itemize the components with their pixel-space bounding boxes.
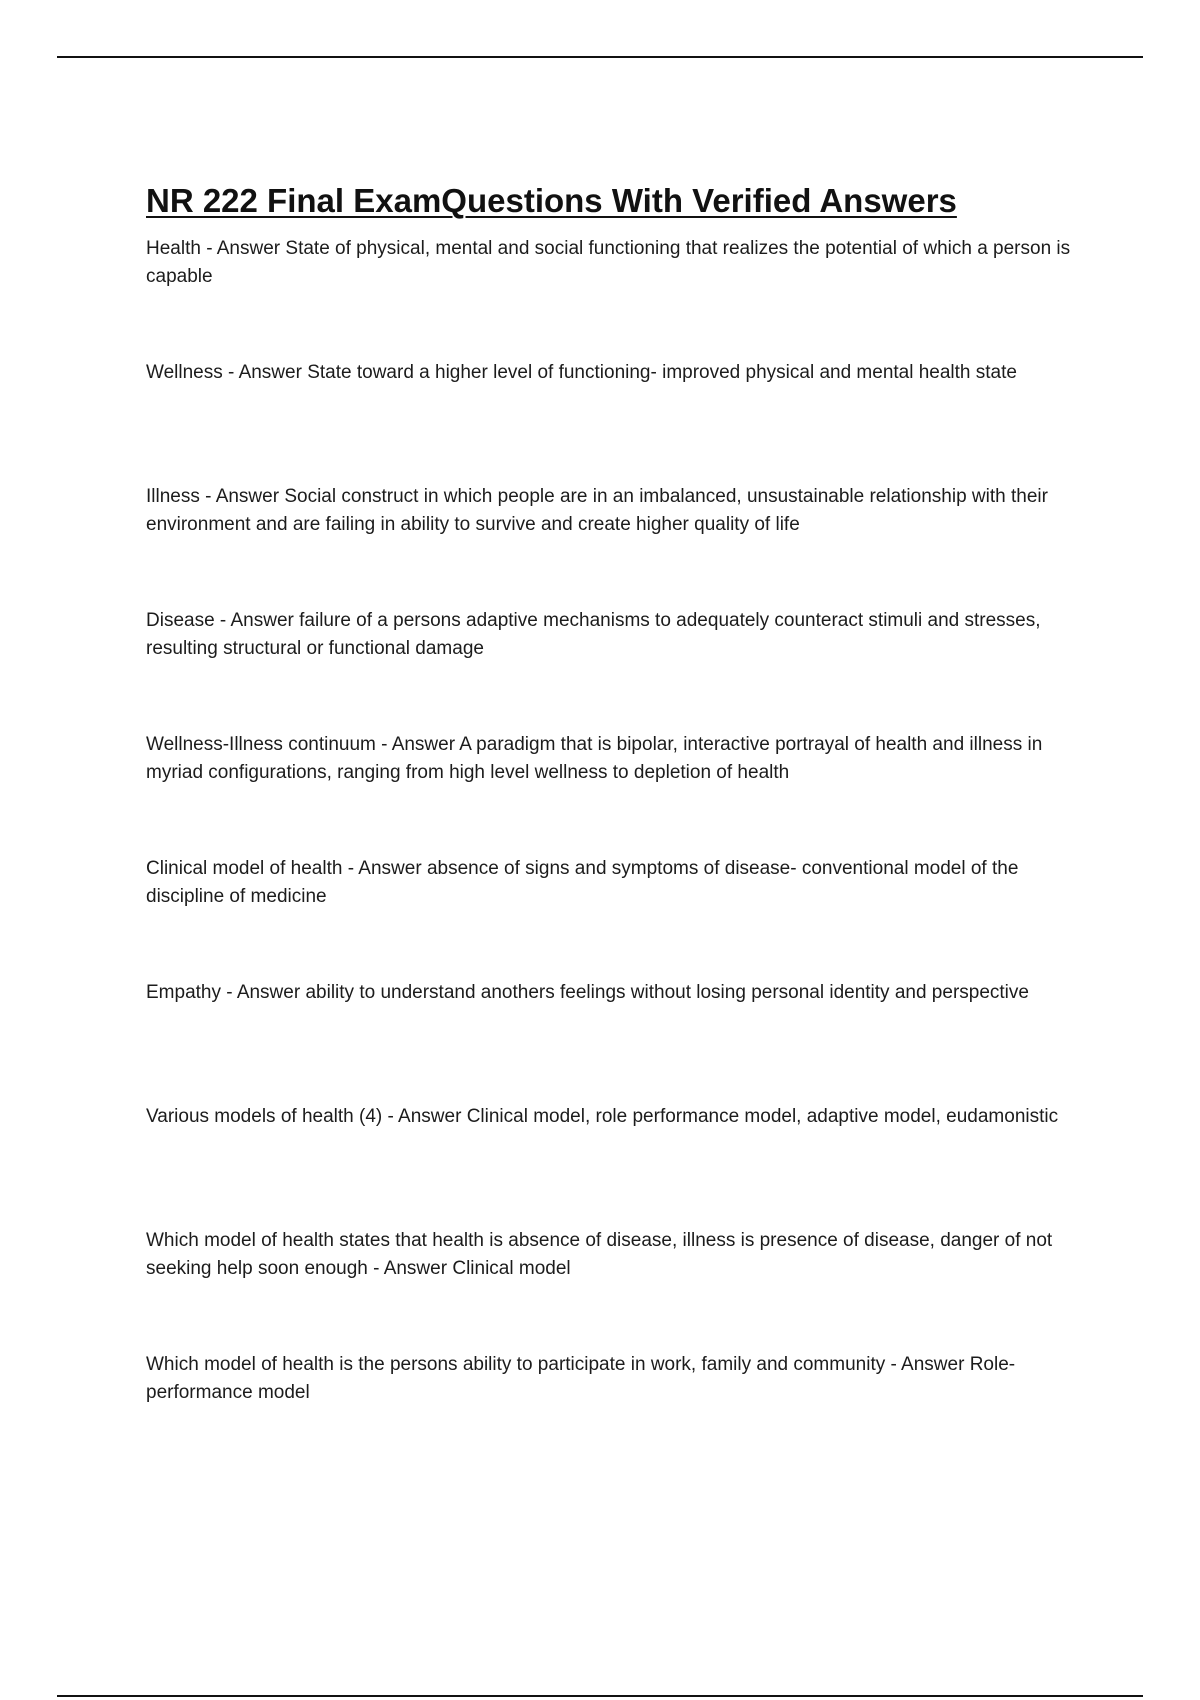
qa-answer: Clinical model <box>452 1258 571 1279</box>
qa-item <box>146 1227 1091 1283</box>
qa-term: Empathy <box>146 982 221 1003</box>
qa-separator: - Answer <box>200 238 286 259</box>
qa-answer: absence of signs and symptoms of disease- conventional model of the discipline of medicine <box>146 858 1019 907</box>
qa-answer: State toward a higher level of functioning- improved physical and mental health state <box>307 362 1017 383</box>
qa-separator: - Answer <box>220 982 306 1003</box>
qa-item <box>146 359 1091 415</box>
document-body <box>146 178 1091 1475</box>
qa-separator: - Answer <box>375 734 460 755</box>
qa-term: Which model of health is the persons ability to participate in work, family and community <box>146 1354 886 1375</box>
qa-term: Which model of health states that health is absence of disease, illness is presence of disease, danger of not seeking help soon enough <box>146 1230 1053 1279</box>
qa-term: Illness <box>146 486 200 507</box>
qa-separator: - Answer <box>367 1258 453 1279</box>
bottom-rule <box>57 1695 1143 1697</box>
document-title: NR 222 Final ExamQuestions With Verified Answers <box>146 182 957 219</box>
qa-item <box>146 1351 1091 1407</box>
qa-item <box>146 855 1091 911</box>
qa-separator: - Answer <box>885 1354 970 1375</box>
qa-separator: - Answer <box>342 858 427 879</box>
qa-term: Wellness-Illness continuum <box>146 734 376 755</box>
qa-answer: failure of a persons adaptive mechanisms to adequately counteract stimuli and stresses, resulting structural or functional damage <box>146 610 1041 659</box>
qa-item <box>146 235 1091 291</box>
qa-answer: A paradigm that is bipolar, interactive portrayal of health and illness in myriad configurations, ranging from high level wellness to depletion of health <box>146 734 1043 783</box>
qa-term: Various models of health (4) <box>146 1106 383 1127</box>
qa-item <box>146 607 1091 663</box>
qa-answer: Social construct in which people are in an imbalanced, unsustainable relationship with their environment and are failing in ability to survive and create higher quality of life <box>146 486 1048 535</box>
qa-item <box>146 979 1091 1035</box>
qa-item <box>146 1103 1091 1159</box>
qa-separator: - Answer <box>199 486 285 507</box>
qa-term: Health <box>146 238 201 259</box>
top-rule <box>57 56 1143 58</box>
qa-answer: State of physical, mental and social functioning that realizes the potential of which a person is capable <box>146 238 1071 287</box>
qa-answer: Role-performance model <box>146 1354 1016 1403</box>
qa-item <box>146 483 1091 539</box>
qa-separator: - Answer <box>382 1106 467 1127</box>
qa-answer: Clinical model, role performance model, adaptive model, eudamonistic <box>466 1106 1059 1127</box>
qa-separator: - Answer <box>222 362 308 383</box>
qa-answer: ability to understand anothers feelings without losing personal identity and perspective <box>305 982 1029 1003</box>
qa-term: Disease <box>146 610 215 631</box>
qa-term: Wellness <box>146 362 223 383</box>
qa-item <box>146 731 1091 787</box>
qa-term: Clinical model of health <box>146 858 343 879</box>
qa-separator: - Answer <box>214 610 300 631</box>
